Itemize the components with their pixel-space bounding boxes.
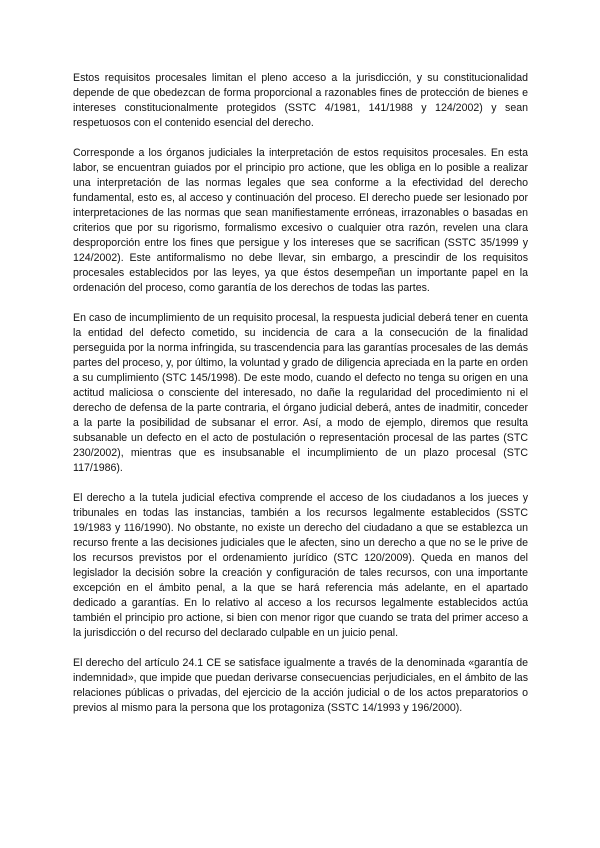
paragraph-indemnidad: El derecho del artículo 24.1 CE se satisface igualmente a través de la denominada «garantía de indemnidad», que impide que puedan derivarse consecuencias perjudiciales, en el ámbito de las relaciones públicas o privadas, del ejercicio de la acción judicial o de los actos preparatorios o previos al mismo para la persona que los protagoniza (SSTC 14/1993 y 196/2000). (73, 656, 528, 714)
paragraph-interpretacion: Corresponde a los órganos judiciales la interpretación de estos requisitos procesales. En esta labor, se encuentran guiados por el principio pro actione, que les obliga en lo posible a realizar una interpretación de las normas legales que sea conforme a la efectividad del derecho fundamental, esto es, al acceso y continuación del proceso. El derecho puede ser lesionado por interpretaciones de las normas que sean manifiestamente erróneas, irrazonables o basadas en criterios que por su rigorismo, formalismo excesivo o cualquier otra razón, revelen una clara desproporción entre los fines que persigue y los intereses que se sacrifican (SSTC 35/1999 y 124/2002). Este antiformalismo no debe llevar, sin embargo, a prescindir de los requisitos procesales establecidos por las leyes, ya que éstos desempeñan un importante papel en la ordenación del proceso, como garantía de los derechos de todas las partes. (73, 146, 528, 295)
paragraph-incumplimiento: En caso de incumplimiento de un requisito procesal, la respuesta judicial deberá tener en cuenta la entidad del defecto cometido, su incidencia de cara a la consecución de la finalidad perseguida por la norma infringida, su trascendencia para las garantías procesales de las demás partes del proceso, y, por último, la voluntad y grado de diligencia apreciada en la parte en orden a su cumplimiento (STC 145/1998). De este modo, cuando el defecto no tenga su origen en una actitud maliciosa o consciente del interesado, no dañe la regularidad del procedimiento ni el derecho de defensa de la parte contraria, el órgano judicial deberá, antes de inadmitir, conceder a la parte la posibilidad de subsanar el error. Así, a modo de ejemplo, diremos que resulta subsanable un defecto en el acto de postulación o representación procesal de las partes (STC 230/2002), mientras que es insubsanable el incumplimiento de un plazo procesal (STC 117/1986). (73, 311, 528, 475)
paragraph-requisitos: Estos requisitos procesales limitan el pleno acceso a la jurisdicción, y su constitucionalidad depende de que obedezcan de forma proporcional a razonables fines de protección de bienes e intereses constitucionalmente protegidos (SSTC 4/1981, 141/1988 y 124/2002) y sean respetuosos con el contenido esencial del derecho. (73, 72, 528, 130)
document-page (73, 71, 528, 730)
paragraph-recursos: El derecho a la tutela judicial efectiva comprende el acceso de los ciudadanos a los jueces y tribunales en todas las instancias, también a los recursos legalmente establecidos (SSTC 19/1983 y 116/1990). No obstante, no existe un derecho del ciudadano a que se establezca un recurso frente a las decisiones judiciales que le afecten, sino un derecho a que no se le prive de los recursos previstos por el ordenamiento jurídico (STC 120/2009). Queda en manos del legislador la decisión sobre la creación y configuración de tales recursos, con una importante excepción en el ámbito penal, a la que se hará referencia más adelante, en el apartado dedicado a garantías. En lo relativo al acceso a los recursos legalmente establecidos actúa también el principio pro actione, si bien con menor rigor que cuando se trata del primer acceso a la jurisdicción o del recurso del declarado culpable en un juicio penal. (73, 491, 528, 640)
